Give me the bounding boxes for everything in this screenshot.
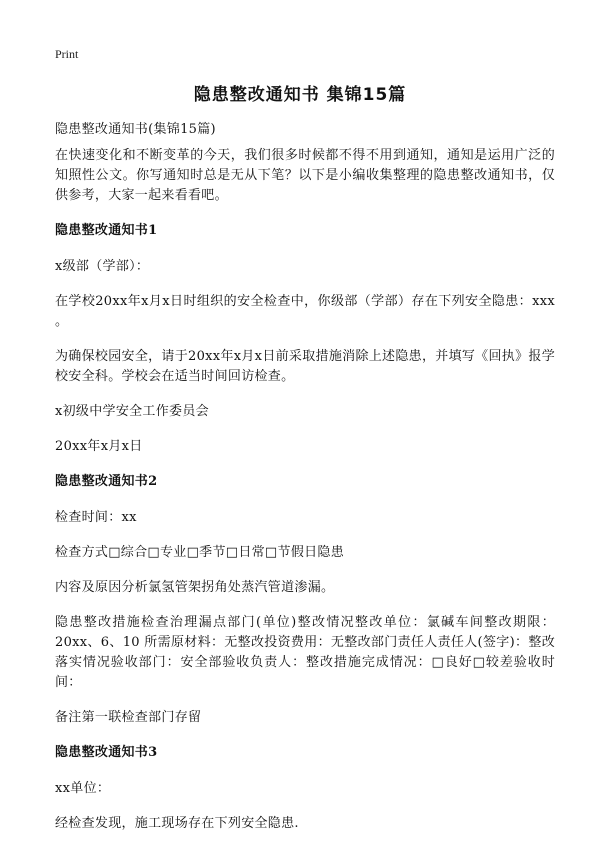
print-label: Print xyxy=(55,47,79,61)
section-paragraph: x初级中学安全工作委员会 xyxy=(55,404,209,419)
section-paragraph: 检查方式□综合□专业□季节□日常□节假日隐患 xyxy=(55,545,345,560)
intro-paragraph: 在快速变化和不断变革的今天，我们很多时候都不得不用到通知，通知是运用广泛的知照性公文。你写通知时总是无从下笔？以下是小编收集整理的隐患整改通知书，仅供参考，大家一起来看看吧。 xyxy=(55,148,555,203)
document-subtitle: 隐患整改通知书(集锦15篇) xyxy=(55,122,216,137)
section-1 xyxy=(55,221,555,457)
section-heading: 隐患整改通知书3 xyxy=(55,745,158,760)
section-3 xyxy=(55,743,555,834)
section-paragraph: 内容及原因分析氯氢管架拐角处蒸汽管道渗漏。 xyxy=(55,580,335,595)
section-heading: 隐患整改通知书2 xyxy=(55,474,158,489)
section-2 xyxy=(55,472,555,728)
section-heading: 隐患整改通知书1 xyxy=(55,223,158,238)
section-paragraph: xx单位： xyxy=(55,781,111,796)
section-paragraph: 隐患整改措施检查治理漏点部门(单位)整改情况整改单位：氯碱车间整改期限：20xx、6、10 所需原材料：无整改投资费用：无整改部门责任人责任人(签字)：整改落实情况验收部门：安全部验收负责人：整改措施完成情况：□良好□较差验收时间： xyxy=(55,615,555,690)
section-paragraph: 20xx年x月x日 xyxy=(55,439,143,454)
section-paragraph: 在学校20xx年x月x日时组织的安全检查中，你级部（学部）存在下列安全隐患：xxx 。 xyxy=(55,294,555,329)
document-body xyxy=(55,120,555,849)
section-paragraph: 为确保校园安全，请于20xx年x月x日前采取措施消除上述隐患，并填写《回执》报学校安全科。学校会在适当时间回访检查。 xyxy=(55,349,555,384)
section-paragraph: x级部（学部）： xyxy=(55,259,150,274)
section-paragraph: 备注第一联检查部门存留 xyxy=(55,710,202,725)
section-paragraph: 检查时间：xx xyxy=(55,510,137,525)
section-paragraph: 经检查发现，施工现场存在下列安全隐患. xyxy=(55,816,299,831)
page-title: 隐患整改通知书 集锦15篇 xyxy=(193,85,407,105)
